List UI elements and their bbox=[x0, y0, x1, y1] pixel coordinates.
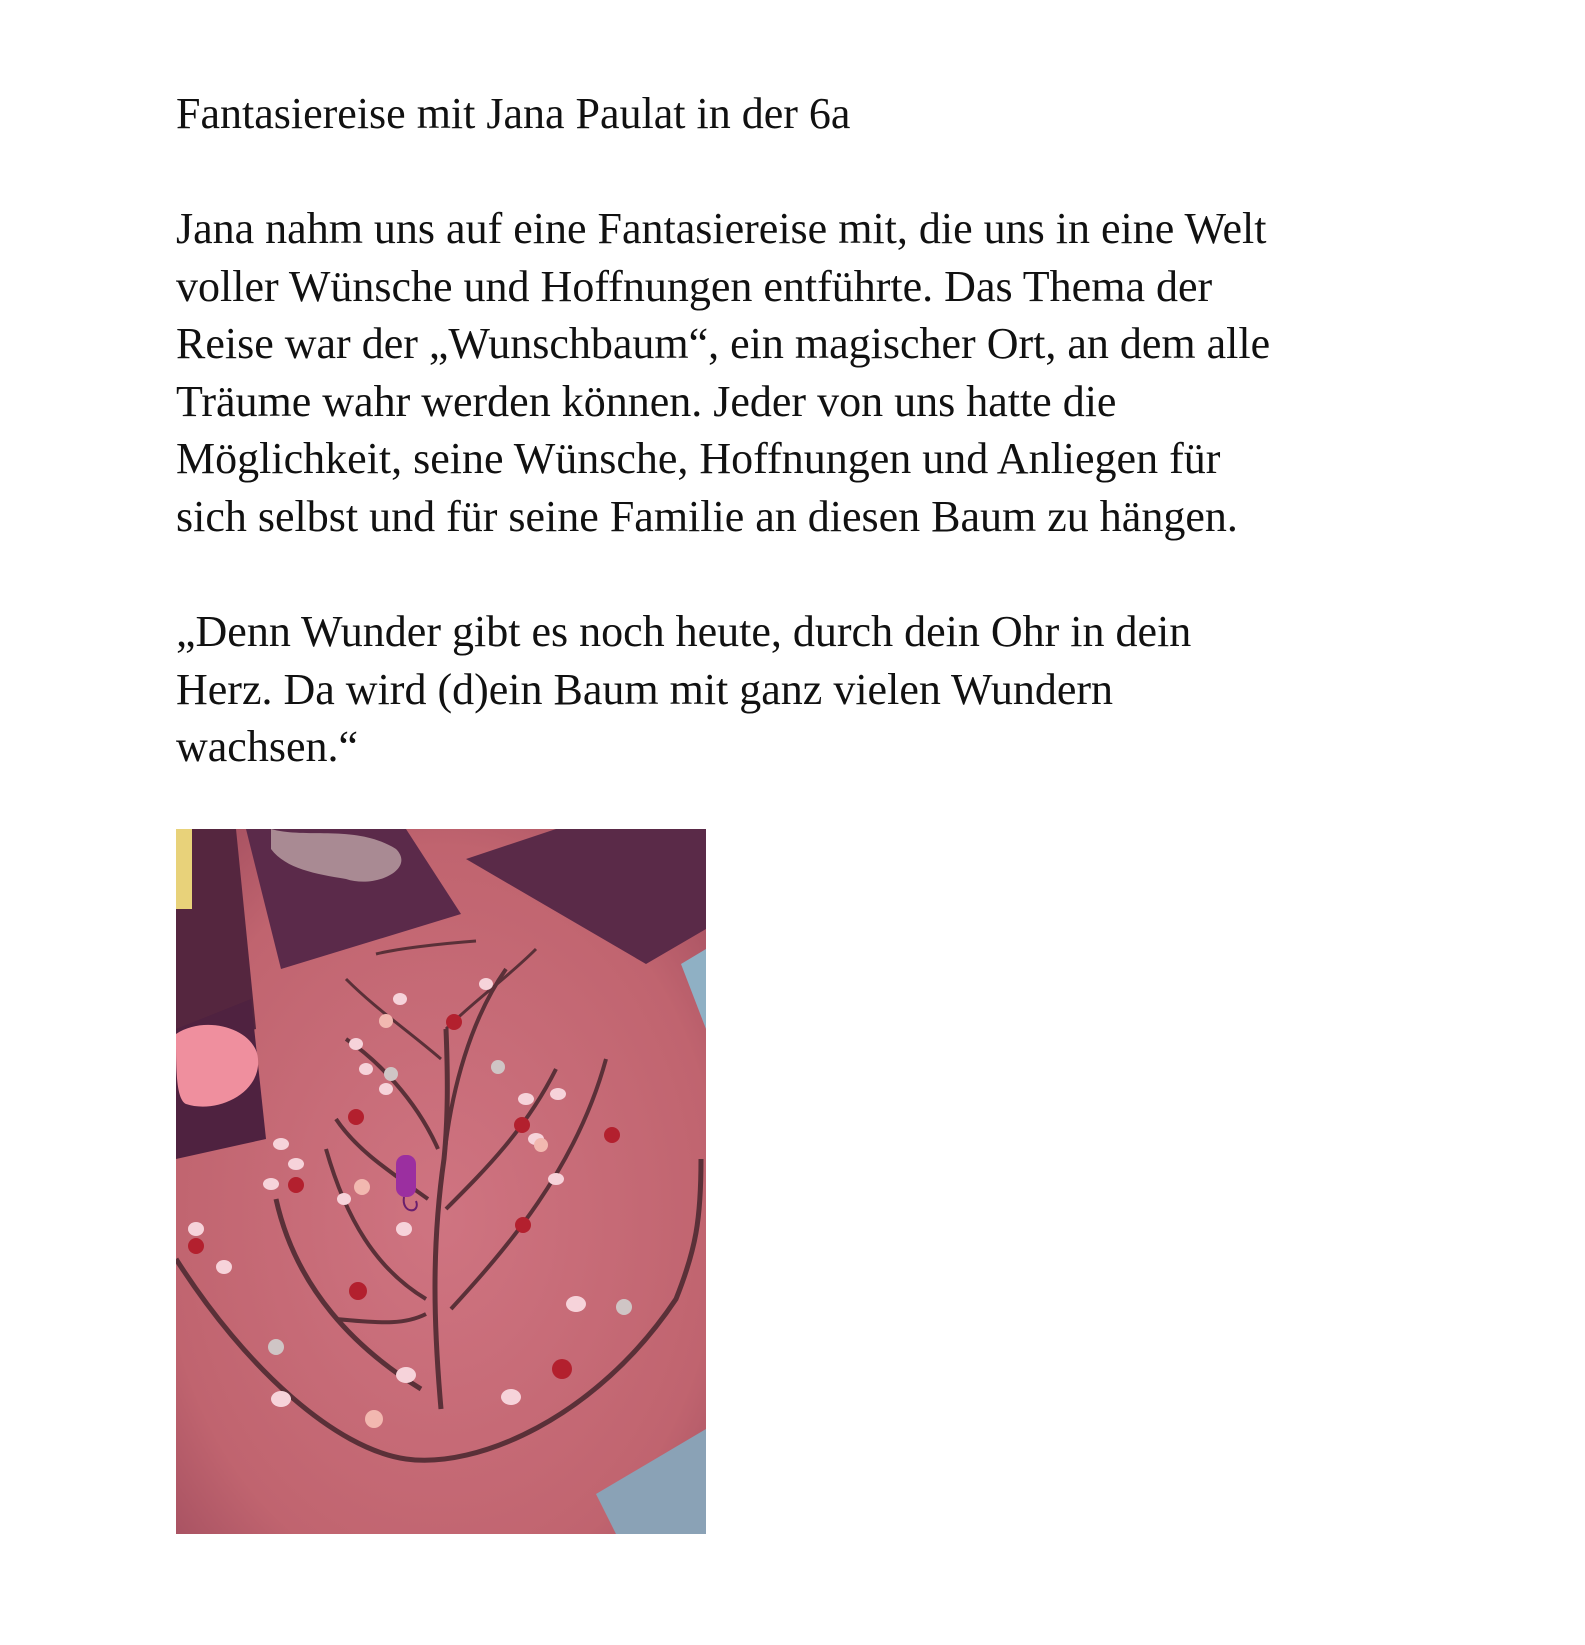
document-title: Fantasiereise mit Jana Paulat in der 6a bbox=[176, 89, 851, 138]
purple-object bbox=[396, 1155, 416, 1197]
text-line: Reise war der „Wunschbaum“, ein magischer Ort, an dem alle bbox=[176, 319, 1271, 368]
wish-tree-photo bbox=[176, 829, 706, 1534]
text-line: Herz. Da wird (d)ein Baum mit ganz vielen Wundern bbox=[176, 664, 1113, 714]
text-line: „Denn Wunder gibt es noch heute, durch dein Ohr in dein bbox=[176, 607, 1192, 656]
paragraph-intro bbox=[176, 200, 1436, 545]
text-line: Jana nahm uns auf eine Fantasiereise mit, die uns in eine Welt bbox=[176, 204, 1267, 253]
text-line: Möglichkeit, seine Wünsche, Hoffnungen und Anliegen für bbox=[176, 434, 1221, 483]
text-line: Träume wahr werden können. Jeder von uns hatte die bbox=[176, 376, 1117, 426]
text-line: wachsen.“ bbox=[176, 722, 359, 771]
yellow-object bbox=[176, 829, 192, 909]
text-line: voller Wünsche und Hoffnungen entführte. Das Thema der bbox=[176, 261, 1213, 311]
paragraph-quote bbox=[176, 603, 1436, 776]
text-line: sich selbst und für seine Familie an diesen Baum zu hängen. bbox=[176, 491, 1238, 541]
